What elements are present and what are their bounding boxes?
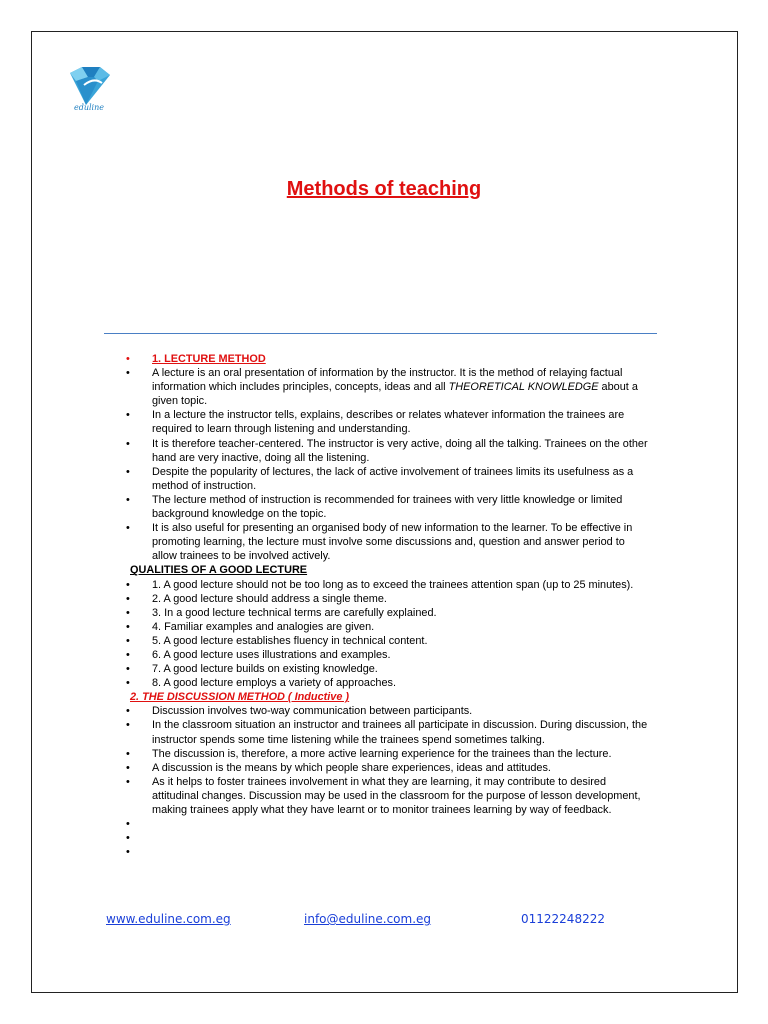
empty-list-item xyxy=(118,845,648,859)
list-item: • The lecture method of instruction is recommended for trainees with very little knowledge or limited background knowledge on the topic. xyxy=(118,493,648,521)
list-item: • Discussion involves two-way communication between participants. xyxy=(118,704,648,718)
list-item: • It is also useful for presenting an organised body of new information to the learner. To be effective in promoting learning, the lecture must involve some discussions and, question and answer period to allow trainees to be involved actively. xyxy=(118,521,648,563)
empty-list-item xyxy=(118,817,648,831)
lecture-method-heading: • 1. LECTURE METHOD xyxy=(118,352,648,366)
list-item: • In a lecture the instructor tells, explains, describes or relates whatever information the trainees are required to learn through listening and understanding. xyxy=(118,408,648,436)
discussion-method-list xyxy=(118,704,648,859)
list-item: • The discussion is, therefore, a more active learning experience for the trainees than the lecture. xyxy=(118,747,648,761)
list-item: • A discussion is the means by which people share experiences, ideas and attitudes. xyxy=(118,761,648,775)
list-item: • 3. In a good lecture technical terms are carefully explained. xyxy=(118,606,648,620)
email-link[interactable]: info@eduline.com.eg xyxy=(304,912,432,926)
divider-line xyxy=(104,333,657,334)
list-item: • It is therefore teacher-centered. The instructor is very active, doing all the talking. Trainees on the other hand are very inactive, doing all the listening. xyxy=(118,437,648,465)
qualities-list xyxy=(118,578,648,691)
list-item: • A lecture is an oral presentation of information by the instructor. It is the method of relaying factual information which includes principles, concepts, ideas and all THEORETICAL KNOWLEDGE about a given topic. xyxy=(118,366,648,408)
lecture-method-list xyxy=(118,352,648,563)
discussion-method-heading: 2. THE DISCUSSION METHOD ( Inductive ) xyxy=(130,691,350,704)
list-item: • In the classroom situation an instructor and trainees all participate in discussion. During discussion, the instructor spends some time listening while the trainees spend sometimes talking. xyxy=(118,718,648,746)
website-link[interactable]: www.eduline.com.eg xyxy=(106,912,231,926)
list-item: • 8. A good lecture employs a variety of approaches. xyxy=(118,676,648,690)
list-item: • 5. A good lecture establishes fluency in technical content. xyxy=(118,634,648,648)
footer xyxy=(0,912,768,932)
phone-number: 01122248222 xyxy=(521,912,605,926)
logo-text: eduline xyxy=(73,103,104,112)
empty-list-item xyxy=(118,831,648,845)
list-item: • 2. A good lecture should address a single theme. xyxy=(118,592,648,606)
list-item: • 4. Familiar examples and analogies are given. xyxy=(118,620,648,634)
document-body xyxy=(118,352,648,859)
qualities-heading: QUALITIES OF A GOOD LECTURE xyxy=(130,564,308,577)
list-item: • Despite the popularity of lectures, the lack of active involvement of trainees limits its usefulness as a method of instruction. xyxy=(118,465,648,493)
page-title: Methods of teaching xyxy=(286,178,482,200)
list-item: • 7. A good lecture builds on existing knowledge. xyxy=(118,662,648,676)
list-item: • 6. A good lecture uses illustrations and examples. xyxy=(118,648,648,662)
list-item: • As it helps to foster trainees involvement in what they are learning, it may contribute to desired attitudinal changes. Discussion may be used in the classroom for the purpose of lesson development, making trainees apply what they have learnt or to monitor trainees learning by way of feedback. xyxy=(118,775,648,817)
list-item: • 1. A good lecture should not be too long as to exceed the trainees attention span (up to 25 minutes). xyxy=(118,578,648,592)
